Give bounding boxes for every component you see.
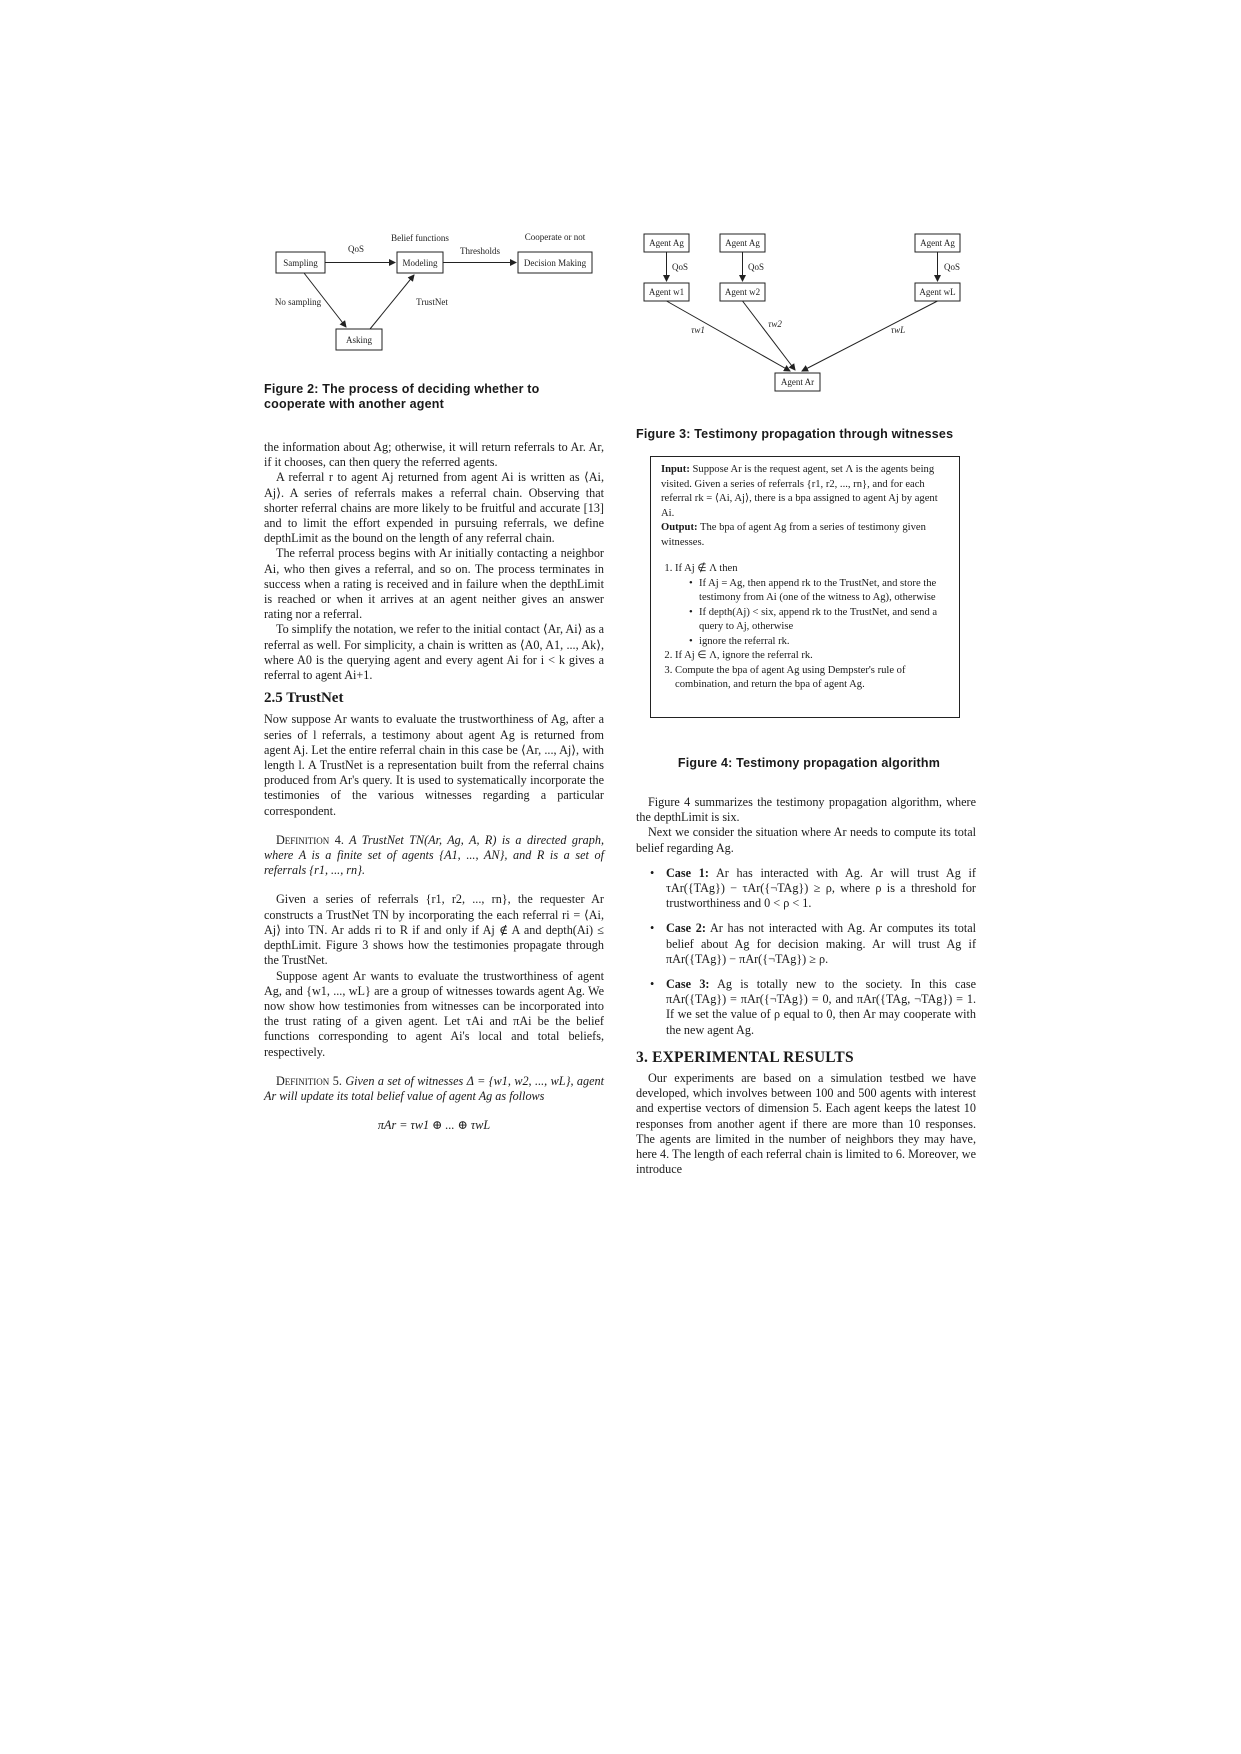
algo-step-1: [675, 562, 949, 649]
case-item: [650, 921, 976, 967]
case-item: [650, 977, 976, 1038]
paragraph: Given a series of referrals {r1, r2, ..., rn}, the requester Ar constructs a TrustNet TN by incorporating the each referral ri = ⟨Ai, Aj⟩ into TN. Ar adds ri to R if and only if Aj ∉ A and depth(Ai) ≤ depthLimit. Figure 3 shows how the testimonies propagate through the TrustNet.: [264, 892, 604, 968]
no-sampling-label: No sampling: [274, 297, 322, 307]
agent-g-label: Agent Ag: [649, 238, 684, 248]
algo-input: [661, 463, 949, 521]
paragraph: Figure 4 summarizes the testimony propagation algorithm, where the depthLimit is six.: [636, 795, 976, 825]
qos-label: QoS: [671, 262, 689, 272]
sampling-label: Sampling: [283, 258, 318, 268]
definition-4-label: Definition 4.: [276, 832, 344, 847]
algo-input-text: Suppose Ar is the request agent, set Λ is the agents being visited. Given a series of referrals {r1, r2, ..., rn}, and for each referral rk = ⟨Ai, Aj⟩, there is a bpa assigned to agent Aj by agent Ai.: [661, 464, 938, 519]
algo-steps: [661, 562, 949, 693]
case-label: Case 2:: [666, 921, 706, 936]
asking-label: Asking: [345, 335, 373, 345]
algo-step-1-text: If Aj ∉ Λ then: [675, 563, 738, 574]
case-list: [636, 866, 976, 1038]
case-text: Ar has interacted with Ag. Ar will trust Ag if τAr({TAg}) − τAr({¬TAg}) ≥ ρ, where ρ is a threshold for trustworthiness and 0 < ρ < 1.: [666, 865, 976, 911]
definition-5-label: Definition 5.: [276, 1073, 342, 1088]
algo-step-3: 3. Compute the bpa of agent Ag using Dempster's rule of combination, and return the bpa of agent Ag.: [675, 664, 949, 693]
qos-label: QoS: [347, 244, 365, 254]
algo-step-2: 2. If Aj ∈ Λ, ignore the referral rk.: [675, 649, 949, 664]
tau-label: τwL: [890, 325, 906, 335]
section-heading-2-5: 2.5 TrustNet: [264, 690, 344, 707]
paragraph: To simplify the notation, we refer to the initial contact ⟨Ar, Ai⟩ as a referral as well. For simplicity, a chain is written as ⟨A0, A1, ..., Ak⟩, where A0 is the querying agent and every agent Ai for i < k gives a referral to agent Ai+1.: [264, 622, 605, 683]
witness-label: Agent wL: [919, 287, 956, 297]
figure-3-caption: Figure 3: Testimony propagation through witnesses: [636, 427, 954, 441]
agent-g-label: Agent Ag: [920, 238, 955, 248]
cooperate-label: Cooperate or not: [524, 232, 586, 242]
algo-output-text: The bpa of agent Ag from a series of testimony given witnesses.: [661, 522, 926, 548]
case-text: Ar has not interacted with Ag. Ar computes its total belief about Ag for decision making. Ar will trust Ag if πAr({TAg}) − πAr({¬TAg}) ≥ ρ.: [666, 921, 976, 966]
tau-label: τw2: [768, 319, 782, 329]
tau-label: τw1: [691, 325, 705, 335]
figure-3-diagram: [640, 230, 980, 400]
definition-4: [264, 833, 604, 879]
figure-4-caption: Figure 4: Testimony propagation algorithm: [677, 756, 941, 770]
definition-5: [264, 1074, 604, 1104]
algo-output-label: Output:: [661, 522, 698, 533]
paragraph: Our experiments are based on a simulation testbed we have developed, which involves between 100 and 500 agents with interest and expertise vectors of dimension 5. Each agent keeps the latest 10 responses from another agent if there are more than 10 responses. The agents are limited in the number of neighbors they may have, here 4. The length of each referral chain is limited to 6. Moreover, we introduce: [636, 1071, 976, 1177]
left-column: [264, 440, 604, 1143]
paragraph: A referral r to agent Aj returned from agent Ai is written as ⟨Ai, Aj⟩. A series of referrals makes a referral chain. Observing that shorter referral chains are more likely to be fruitful and accurate [13] and to limit the effort expended in pursuing referrals, we define depthLimit as the bound on the length of any referral chain.: [264, 470, 604, 546]
right-column: [636, 795, 976, 1177]
edge-asking-modeling: [370, 275, 414, 329]
requester-label: Agent Ar: [780, 377, 815, 387]
modeling-label: Modeling: [402, 258, 438, 268]
equation: πAr = τw1 ⊕ ... ⊕ τwL: [377, 1118, 491, 1133]
algo-bullet: • If Aj = Ag, then append rk to the TrustNet, and store the testimony from Ai (one of the witness to Ag), otherwise: [689, 577, 949, 606]
thresholds-label: Thresholds: [460, 246, 500, 256]
qos-label: QoS: [943, 262, 961, 272]
tau-arrow: [667, 301, 791, 371]
figure-2-diagram: [264, 226, 604, 356]
algo-bullet: • If depth(Aj) < six, append rk to the TrustNet, and send a query to Aj, otherwise: [689, 606, 949, 635]
section-heading-3: 3. EXPERIMENTAL RESULTS: [636, 1048, 854, 1066]
definition-5-text: Given a set of witnesses Δ = {w1, w2, ..., wL}, agent Ar will update its total belief value of agent Ag as follows: [264, 1073, 605, 1103]
algo-output: [661, 521, 949, 550]
witness-label: Agent w1: [648, 287, 685, 297]
agent-g-label: Agent Ag: [725, 238, 760, 248]
case-text: Ag is totally new to the society. In this case πAr({TAg}) = πAr({¬TAg}) = 0, and πAr({TAg, ¬TAg}) = 1. If we set the value of ρ equal to 0, then Ar may cooperate with the new agent Ag.: [666, 977, 977, 1037]
paragraph: Now suppose Ar wants to evaluate the trustworthiness of Ag, after a series of l referrals, a testimony about agent Ag is returned from agent Aj. Let the entire referral chain in this case be ⟨Ar, ..., Aj⟩, with length l. A TrustNet is a representation built from the referral chains produced from Ar's query. It is used to systematically incorporate the testimonies of the various witnesses regarding a particular correspondent.: [264, 712, 604, 818]
algo-bullet: • ignore the referral rk.: [689, 635, 949, 650]
case-label: Case 1:: [666, 865, 709, 880]
figure-4-algorithm-box: [650, 456, 960, 718]
case-item: [650, 866, 976, 912]
case-label: Case 3:: [666, 977, 710, 992]
tau-arrow: [802, 301, 938, 371]
tau-arrow: [743, 301, 796, 370]
figure-2-caption: Figure 2: The process of deciding whether to cooperate with another agent: [264, 382, 540, 411]
qos-label: QoS: [747, 262, 765, 272]
algo-bullets: [675, 577, 949, 650]
definition-4-text: A TrustNet TN(Ar, Ag, A, R) is a directed graph, where A is a finite set of agents {A1, ..., AN}, and R is a set of referrals {r1, ..., rn}.: [264, 832, 605, 878]
paragraph: the information about Ag; otherwise, it will return referrals to Ar. Ar, if it chooses, can then query the referred agents.: [264, 440, 604, 470]
witness-label: Agent w2: [724, 287, 761, 297]
paragraph: The referral process begins with Ar initially contacting a neighbor Ai, who then gives a referral, and so on. The process terminates in success when a rating is received and in failure when the depthLimit is reached or when it arrives at an agent neither gives an answer rating nor a referral.: [264, 546, 604, 622]
paragraph: Suppose agent Ar wants to evaluate the trustworthiness of agent Ag, and {w1, ..., wL} are a group of witnesses towards agent Ag. We now show how testimonies from witnesses can be incorporated into the trust rating of a given agent. Let τAi and πAi be the belief functions corresponding to agent Ai's local and total beliefs, respectively.: [264, 968, 604, 1059]
algo-input-label: Input:: [661, 464, 690, 475]
decision-label: Decision Making: [523, 258, 587, 268]
trustnet-label: TrustNet: [416, 297, 448, 307]
paragraph: Next we consider the situation where Ar needs to compute its total belief regarding Ag.: [636, 825, 976, 855]
belief-functions-label: Belief functions: [391, 233, 449, 243]
